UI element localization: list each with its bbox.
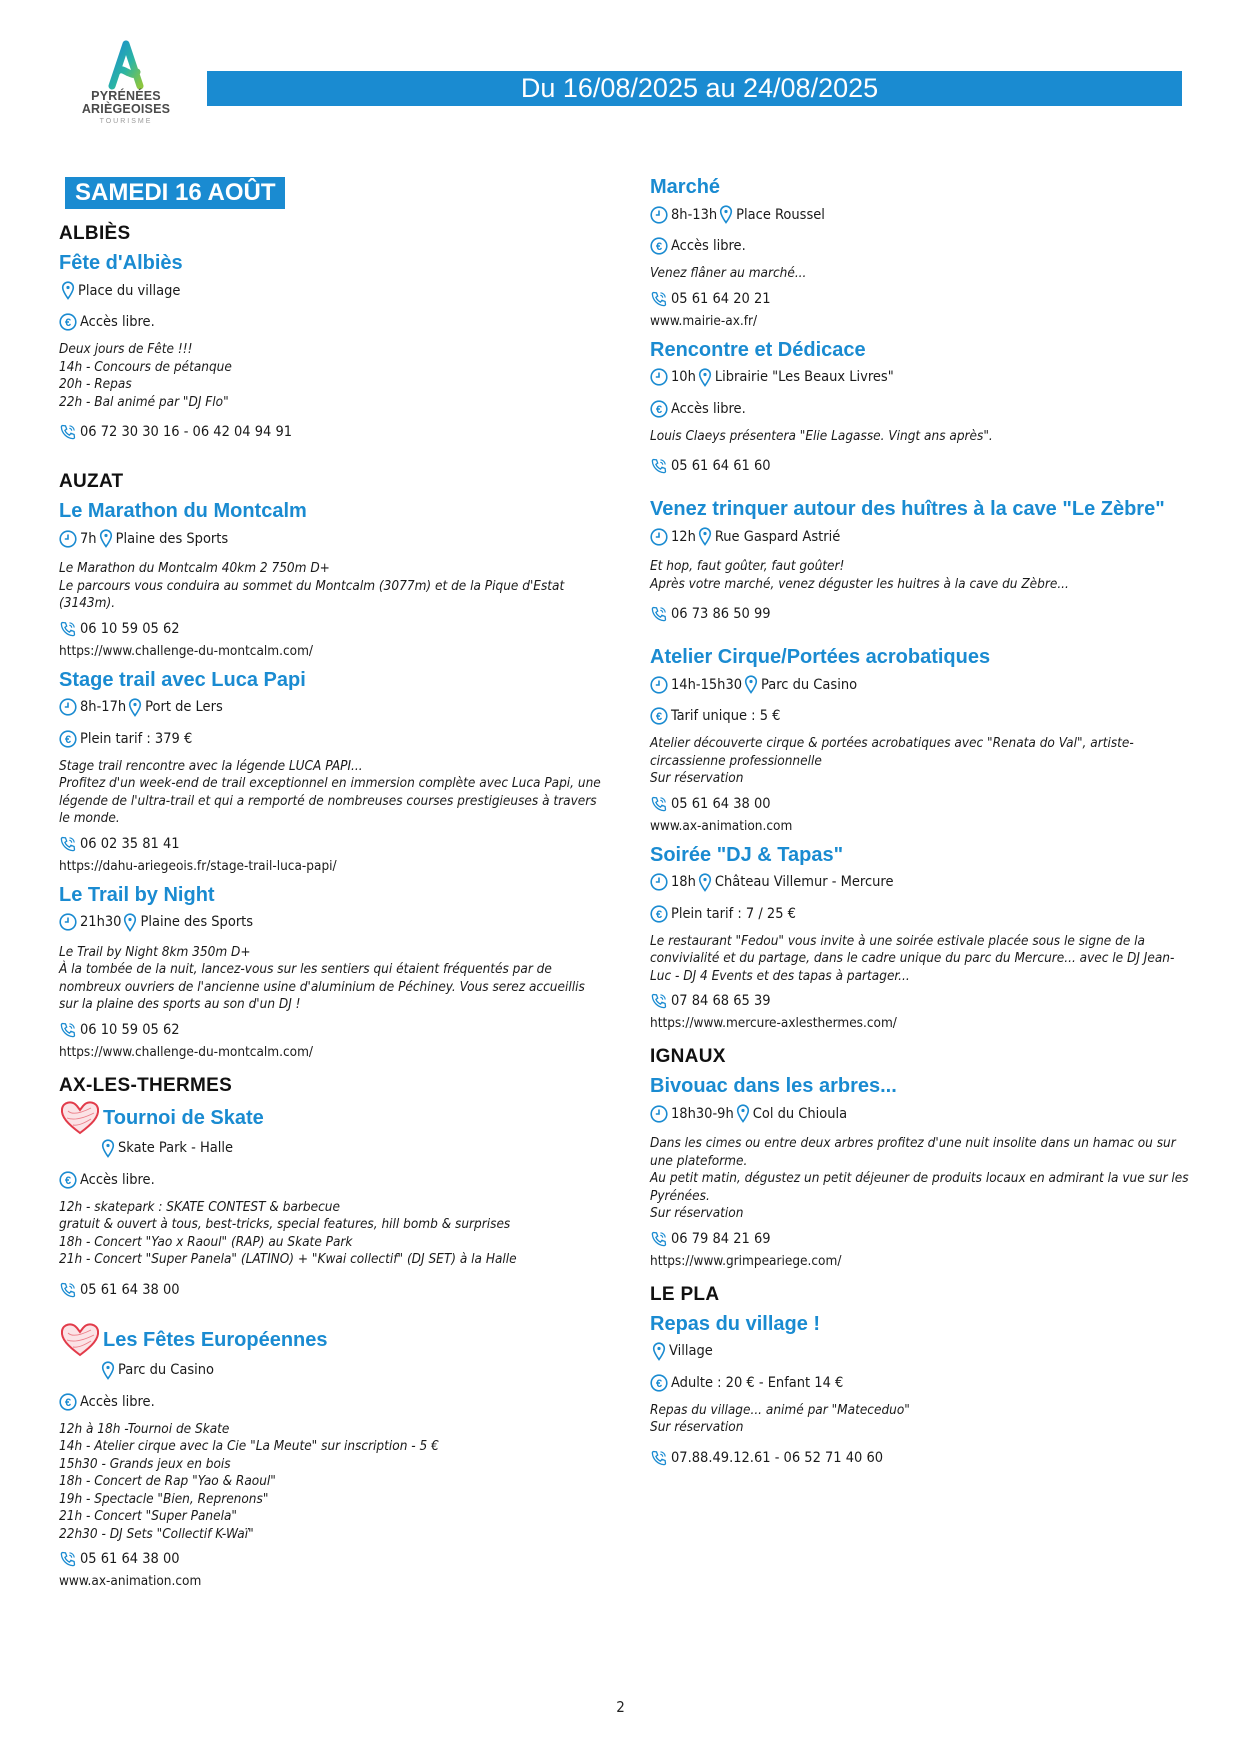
event-description [59, 944, 607, 1014]
event-price-row [59, 730, 607, 748]
event-url[interactable]: https://www.challenge-du-montcalm.com/ [59, 1043, 314, 1060]
desc-line: À la tombée de la nuit, lancez-vous sur les sentiers qui étaient fréquentés par de nombreux ouvriers de l'ancienne usine d'aluminium de Péchiney. Vous serez accueillis sur la plaine des sports au son d'un DJ ! [59, 961, 585, 1012]
desc-line: Au petit matin, dégustez un petit déjeuner de produits locaux en admirant la vue sur les Pyrénées. [650, 1170, 1189, 1204]
event-price: Accès libre. [80, 314, 155, 330]
event-description [59, 560, 607, 613]
event-title[interactable]: Le Trail by Night [59, 883, 215, 906]
desc-line: 18h - Concert "Yao x Raoul" (RAP) au Skate Park [59, 1233, 353, 1250]
location-pin-icon [652, 1342, 666, 1361]
euro-icon [59, 730, 77, 748]
logo [80, 40, 172, 140]
event-title-row [59, 1099, 607, 1137]
event-time: 18h [671, 874, 696, 890]
event-description [59, 341, 607, 411]
svg-text:€: € [655, 711, 663, 723]
event-description [59, 1199, 607, 1269]
event-place: Parc du Casino [761, 676, 858, 693]
event-time: 10h [671, 369, 696, 385]
event-price-row [59, 1393, 607, 1411]
event-time: 14h-15h30 [671, 676, 743, 693]
event-description [59, 1421, 607, 1544]
event-phone-row [650, 290, 1190, 308]
event-price: Accès libre. [80, 1393, 155, 1410]
event-place: Col du Chioula [752, 1105, 848, 1122]
event-title[interactable]: Marché [650, 176, 721, 198]
phone-icon [650, 457, 668, 475]
phone-icon [59, 1550, 77, 1568]
euro-icon [650, 400, 668, 418]
event-time: 8h-13h [671, 206, 718, 223]
event-phone[interactable]: 07 84 68 65 39 [671, 993, 771, 1009]
desc-line: Dans les cimes ou entre deux arbres profitez d'une nuit insolite dans un hamac ou sur une plateforme. [650, 1135, 1176, 1169]
event-phone[interactable]: 06 79 84 21 69 [671, 1230, 771, 1247]
event-place: Rue Gaspard Astrié [714, 528, 841, 545]
event-phone[interactable]: 06 72 30 30 16 - 06 42 04 94 91 [80, 424, 293, 440]
phone-icon [650, 795, 668, 813]
event-phone-row [59, 1550, 607, 1568]
phone-icon [59, 423, 77, 441]
phone-icon [59, 1281, 77, 1299]
desc-line: 21h - Concert "Super Panela" [59, 1508, 237, 1524]
desc-line: Stage trail rencontre avec la légende LUCA PAPI... [59, 757, 363, 774]
clock-icon [650, 528, 668, 546]
desc-line: 12h à 18h -Tournoi de Skate [59, 1420, 230, 1437]
phone-icon [650, 290, 668, 308]
event-description [650, 428, 1190, 446]
event-marche [650, 175, 1190, 330]
location-pin-icon [128, 698, 142, 717]
location-pin-icon [99, 529, 113, 548]
event-description [59, 758, 607, 828]
desc-line: 21h - Concert "Super Panela" (LATINO) + "Kwai collectif" (DJ SET) à la Halle [59, 1251, 517, 1267]
event-phone[interactable]: 05 61 64 38 00 [80, 1551, 180, 1567]
event-url[interactable]: www.ax-animation.com [650, 817, 793, 834]
desc-line: Atelier découverte cirque & portées acrobatiques avec "Renata do Val", artiste-circassienne professionnelle [650, 735, 1134, 769]
event-title[interactable]: Stage trail avec Luca Papi [59, 668, 306, 691]
town-heading: AX-LES-THERMES [59, 1074, 233, 1096]
event-price: Adulte : 20 € - Enfant 14 € [671, 1374, 844, 1391]
heart-icon [59, 1099, 101, 1137]
event-phone[interactable]: 06 10 59 05 62 [80, 620, 180, 637]
phone-icon [650, 1230, 668, 1248]
event-time: 18h30-9h [671, 1105, 734, 1122]
event-huitres [650, 497, 1190, 623]
event-price: Accès libre. [671, 238, 746, 254]
location-pin-icon [698, 873, 712, 892]
desc-line: Louis Claeys présentera "Elie Lagasse. Vingt ans après". [650, 427, 993, 444]
event-phone-row [650, 795, 1190, 813]
desc-line: Le Trail by Night 8km 350m D+ [59, 943, 251, 960]
desc-line: Deux jours de Fête !!! [59, 341, 193, 357]
event-phone-row [59, 423, 607, 441]
clock-icon [650, 676, 668, 694]
event-phone[interactable]: 06 73 86 50 99 [671, 606, 771, 622]
clock-icon [650, 368, 668, 386]
event-title[interactable]: Atelier Cirque/Portées acrobatiques [650, 646, 991, 668]
desc-line: 12h - skatepark : SKATE CONTEST & barbecue [59, 1198, 340, 1215]
event-place: Skate Park - Halle [118, 1140, 234, 1156]
event-phone-row [650, 457, 1190, 475]
clock-icon [650, 873, 668, 891]
euro-icon [650, 905, 668, 923]
event-meta [650, 368, 1190, 387]
event-phone[interactable]: 06 02 35 81 41 [80, 835, 180, 852]
desc-line: Le Marathon du Montcalm 40km 2 750m D+ [59, 560, 330, 576]
clock-icon [59, 530, 77, 548]
euro-icon [59, 1171, 77, 1189]
event-marathon [59, 499, 607, 660]
event-place: Plaine des Sports [140, 914, 254, 930]
phone-icon [650, 605, 668, 623]
event-title[interactable]: Le Marathon du Montcalm [59, 500, 307, 522]
desc-line: Sur réservation [650, 1419, 744, 1435]
event-price: Accès libre. [80, 1171, 155, 1188]
event-description [650, 933, 1190, 986]
event-title[interactable]: Rencontre et Dédicace [650, 338, 866, 361]
event-meta [650, 527, 1190, 546]
event-price-row [650, 905, 1190, 923]
logo-a-icon [106, 40, 146, 90]
svg-text:€: € [64, 1174, 72, 1187]
event-title[interactable]: Bivouac dans les arbres... [650, 1075, 897, 1097]
event-phone-row [59, 835, 607, 853]
location-pin-icon [101, 1361, 115, 1380]
event-description [650, 265, 1190, 283]
event-time: 12h [671, 528, 696, 545]
town-heading: AUZAT [59, 471, 124, 492]
location-pin-icon [719, 205, 733, 224]
page-number: 2 [616, 1698, 625, 1716]
logo-text-3: TOURISME [99, 118, 153, 125]
logo-text-1: PYRÉNÉES [91, 89, 161, 103]
event-phone-row [650, 1230, 1190, 1248]
euro-icon [59, 1393, 77, 1411]
town-heading: ALBIÈS [59, 223, 131, 244]
event-fete-albies [59, 251, 607, 441]
event-place: Château Villemur - Mercure [714, 874, 894, 890]
event-meta [99, 1139, 607, 1158]
clock-icon [650, 1105, 668, 1123]
event-place: Place du village [78, 282, 181, 299]
event-repas [650, 1312, 1190, 1467]
heart-icon [59, 1321, 101, 1359]
svg-text:€: € [64, 733, 72, 746]
desc-line: 15h30 - Grands jeux en bois [59, 1455, 231, 1472]
event-rencontre [650, 338, 1190, 476]
event-url[interactable]: https://www.challenge-du-montcalm.com/ [59, 642, 314, 659]
phone-icon [650, 992, 668, 1010]
event-description [650, 1135, 1190, 1223]
location-pin-icon [736, 1104, 750, 1123]
location-pin-icon [61, 281, 75, 300]
town-heading: IGNAUX [650, 1046, 726, 1067]
event-meta [99, 1361, 607, 1380]
euro-icon [59, 313, 77, 331]
event-phone-row [59, 1021, 607, 1039]
clock-icon [59, 913, 77, 931]
event-price: Accès libre. [671, 400, 746, 417]
desc-line: Venez flâner au marché... [650, 265, 807, 281]
location-pin-icon [698, 368, 712, 387]
svg-text:€: € [64, 1396, 72, 1409]
event-phone[interactable]: 05 61 64 38 00 [80, 1281, 180, 1298]
event-title[interactable]: Soirée "DJ & Tapas" [650, 843, 844, 866]
event-time: 21h30 [80, 914, 122, 930]
event-dj-tapas [650, 843, 1190, 1033]
event-description [650, 735, 1190, 788]
clock-icon [59, 698, 77, 716]
event-fetes-euro [59, 1321, 607, 1591]
event-place: Librairie "Les Beaux Livres" [714, 369, 894, 385]
desc-line: 20h - Repas [59, 376, 132, 392]
event-place: Village [669, 1343, 713, 1359]
event-price-row [650, 400, 1190, 418]
location-pin-icon [101, 1139, 115, 1158]
event-phone[interactable]: 06 10 59 05 62 [80, 1021, 180, 1038]
event-meta [650, 1104, 1190, 1123]
event-meta [650, 675, 1190, 694]
desc-line: Le parcours vous conduira au sommet du Montcalm (3077m) et de la Pique d'Estat (3143m). [59, 577, 565, 611]
event-place: Place Roussel [736, 206, 825, 223]
event-stage-trail [59, 668, 607, 875]
desc-line: 14h - Atelier cirque avec la Cie "La Meute" sur inscription - 5 € [59, 1438, 439, 1454]
event-title[interactable]: Fête d'Albiès [59, 252, 183, 274]
event-bivouac [650, 1074, 1190, 1270]
desc-line: 22h - Bal animé par "DJ Flo" [59, 393, 229, 410]
svg-text:€: € [655, 241, 663, 253]
day-banner: SAMEDI 16 AOÛT [65, 177, 285, 209]
event-description [650, 1402, 1190, 1437]
event-phone[interactable]: 07.88.49.12.61 - 06 52 71 40 60 [671, 1449, 884, 1466]
event-url[interactable]: https://www.grimpeariege.com/ [650, 1252, 842, 1269]
event-time: 8h-17h [80, 699, 127, 715]
event-meta [59, 281, 607, 300]
event-title[interactable]: Venez trinquer autour des huîtres à la cave "Le Zèbre" [650, 498, 1165, 520]
left-column [59, 177, 607, 1590]
event-price-row [650, 707, 1190, 725]
event-trail-night [59, 883, 607, 1061]
logo-text-2: ARIÈGEOISES [81, 102, 171, 116]
date-range-banner: Du 16/08/2025 au 24/08/2025 [207, 71, 1182, 106]
event-price: Tarif unique : 5 € [671, 708, 781, 724]
desc-line: Après votre marché, venez déguster les huitres à la cave du Zèbre... [650, 575, 1069, 592]
clock-icon [650, 206, 668, 224]
event-price-row [650, 237, 1190, 255]
event-url[interactable]: https://www.mercure-axlesthermes.com/ [650, 1015, 897, 1031]
desc-line: Sur réservation [650, 770, 744, 786]
event-phone-row [650, 1449, 1190, 1467]
phone-icon [59, 1021, 77, 1039]
event-meta [650, 205, 1190, 224]
right-column [650, 175, 1190, 1467]
event-place: Plaine des Sports [115, 530, 229, 547]
desc-line: gratuit & ouvert à tous, best-tricks, special features, hill bomb & surprises [59, 1216, 511, 1232]
phone-icon [650, 1449, 668, 1467]
event-title[interactable]: Repas du village ! [650, 1312, 821, 1335]
svg-text:€: € [64, 317, 72, 329]
event-phone[interactable]: 05 61 64 61 60 [671, 458, 771, 474]
event-price: Plein tarif : 7 / 25 € [671, 905, 796, 922]
event-phone[interactable]: 05 61 64 38 00 [671, 795, 771, 812]
event-url[interactable]: www.ax-animation.com [59, 1573, 202, 1589]
event-phone-row [650, 605, 1190, 623]
svg-text:€: € [655, 1377, 663, 1390]
event-price-row [59, 1171, 607, 1189]
location-pin-icon [698, 527, 712, 546]
desc-line: 19h - Spectacle "Bien, Reprenons" [59, 1490, 269, 1507]
desc-line: 14h - Concours de pétanque [59, 358, 232, 375]
desc-line: Sur réservation [650, 1205, 744, 1221]
event-time: 7h [80, 530, 97, 547]
phone-icon [59, 835, 77, 853]
event-title[interactable]: Les Fêtes Européennes [103, 1328, 328, 1351]
event-phone-row [59, 1281, 607, 1299]
desc-line: Profitez d'un week-end de trail exceptionnel en immersion complète avec Luca Papi, une légende de l'ultra-trail et qui a remporté de nombreuses courses prestigieuses à travers le monde. [59, 775, 601, 826]
desc-line: Repas du village... animé par "Mateceduo" [650, 1401, 910, 1418]
phone-icon [59, 620, 77, 638]
desc-line: 18h - Concert de Rap "Yao & Raoul" [59, 1473, 276, 1489]
event-price: Plein tarif : 379 € [80, 730, 193, 747]
svg-text:€: € [655, 908, 663, 921]
desc-line: Et hop, faut goûter, faut goûter! [650, 558, 845, 574]
desc-line: Le restaurant "Fedou" vous invite à une soirée estivale placée sous le signe de la convivialité et du partage, dans le cadre unique du parc du Mercure... avec le DJ Jean-Luc - DJ 4 Events et des tapas à partager... [650, 932, 1175, 984]
event-meta [650, 1342, 1190, 1361]
desc-line: 22h30 - DJ Sets "Collectif K-Waï" [59, 1525, 254, 1542]
town-heading: LE PLA [650, 1283, 720, 1305]
euro-icon [650, 237, 668, 255]
event-url[interactable]: www.mairie-ax.fr/ [650, 312, 758, 329]
event-description [650, 558, 1190, 593]
event-phone-row [650, 992, 1190, 1010]
euro-icon [650, 1374, 668, 1392]
event-price-row [650, 1374, 1190, 1392]
event-phone-row [59, 620, 607, 638]
event-meta [59, 698, 607, 717]
event-title[interactable]: Tournoi de Skate [103, 1106, 264, 1129]
event-place: Port de Lers [145, 699, 223, 715]
event-meta [59, 529, 607, 548]
event-url[interactable]: https://dahu-ariegeois.fr/stage-trail-luca-papi/ [59, 857, 337, 874]
svg-text:€: € [655, 403, 663, 416]
event-meta [59, 913, 607, 932]
event-place: Parc du Casino [118, 1362, 215, 1378]
euro-icon [650, 707, 668, 725]
location-pin-icon [744, 675, 758, 694]
location-pin-icon [123, 913, 137, 932]
event-skate [59, 1099, 607, 1299]
event-price-row [59, 313, 607, 331]
event-cirque [650, 645, 1190, 835]
event-phone[interactable]: 05 61 64 20 21 [671, 290, 771, 307]
event-title-row [59, 1321, 607, 1359]
event-meta [650, 873, 1190, 892]
